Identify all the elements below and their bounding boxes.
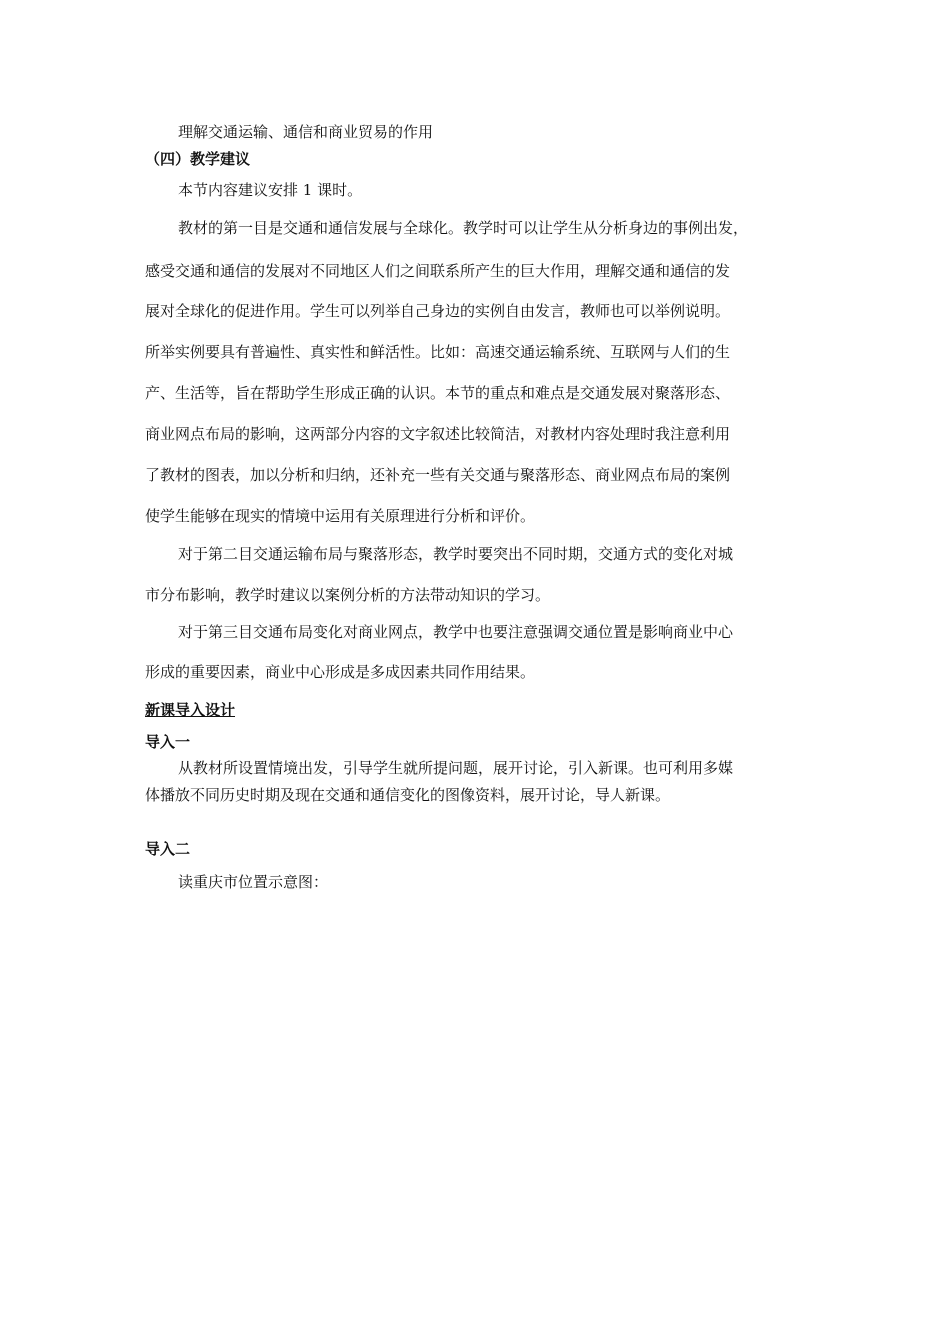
paragraph-line: 展对全球化的促进作用。学生可以列举自己身边的实例自由发言，教师也可以举例说明。	[145, 302, 731, 320]
section-heading: （四）教学建议	[145, 150, 251, 168]
intro2-heading: 导入二	[145, 840, 191, 858]
intro1-heading: 导入一	[145, 733, 191, 751]
design-heading: 新课导入设计	[145, 701, 236, 719]
paragraph-line: 从教材所设置情境出发，引导学生就所提问题，展开讨论，引入新课。也可利用多媒	[178, 759, 734, 777]
paragraph-line: 形成的重要因素，商业中心形成是多成因素共同作用结果。	[145, 663, 536, 681]
paragraph-line: 对于第二目交通运输布局与聚落形态，教学时要突出不同时期，交通方式的变化对城	[178, 545, 734, 563]
paragraph-line: 对于第三目交通布局变化对商业网点，教学中也要注意强调交通位置是影响商业中心	[178, 623, 734, 641]
paragraph-line: 教材的第一目是交通和通信发展与全球化。教学时可以让学生从分析身边的事例出发，	[178, 219, 749, 237]
paragraph-line: 感受交通和通信的发展对不同地区人们之间联系所产生的巨大作用，理解交通和通信的发	[145, 262, 731, 280]
paragraph-line: 体播放不同历史时期及现在交通和通信变化的图像资料，展开讨论，导人新课。	[145, 786, 671, 804]
paragraph-line: 商业网点布局的影响，这两部分内容的文字叙述比较简洁，对教材内容处理时我注意利用	[145, 425, 731, 443]
paragraph-line: 读重庆市位置示意图：	[178, 873, 329, 891]
lesson-duration-line: 本节内容建议安排 1 课时。	[178, 181, 363, 199]
paragraph-line: 所举实例要具有普遍性、真实性和鲜活性。比如：高速交通运输系统、互联网与人们的生	[145, 343, 731, 361]
paragraph-line: 市分布影响，教学时建议以案例分析的方法带动知识的学习。	[145, 586, 551, 604]
paragraph-line: 产、生活等，旨在帮助学生形成正确的认识。本节的重点和难点是交通发展对聚落形态、	[145, 384, 731, 402]
objective-line: 理解交通运输、通信和商业贸易的作用	[178, 123, 434, 141]
paragraph-line: 了教材的图表，加以分析和归纳，还补充一些有关交通与聚落形态、商业网点布局的案例	[145, 466, 731, 484]
paragraph-line: 使学生能够在现实的情境中运用有关原理进行分析和评价。	[145, 507, 536, 525]
